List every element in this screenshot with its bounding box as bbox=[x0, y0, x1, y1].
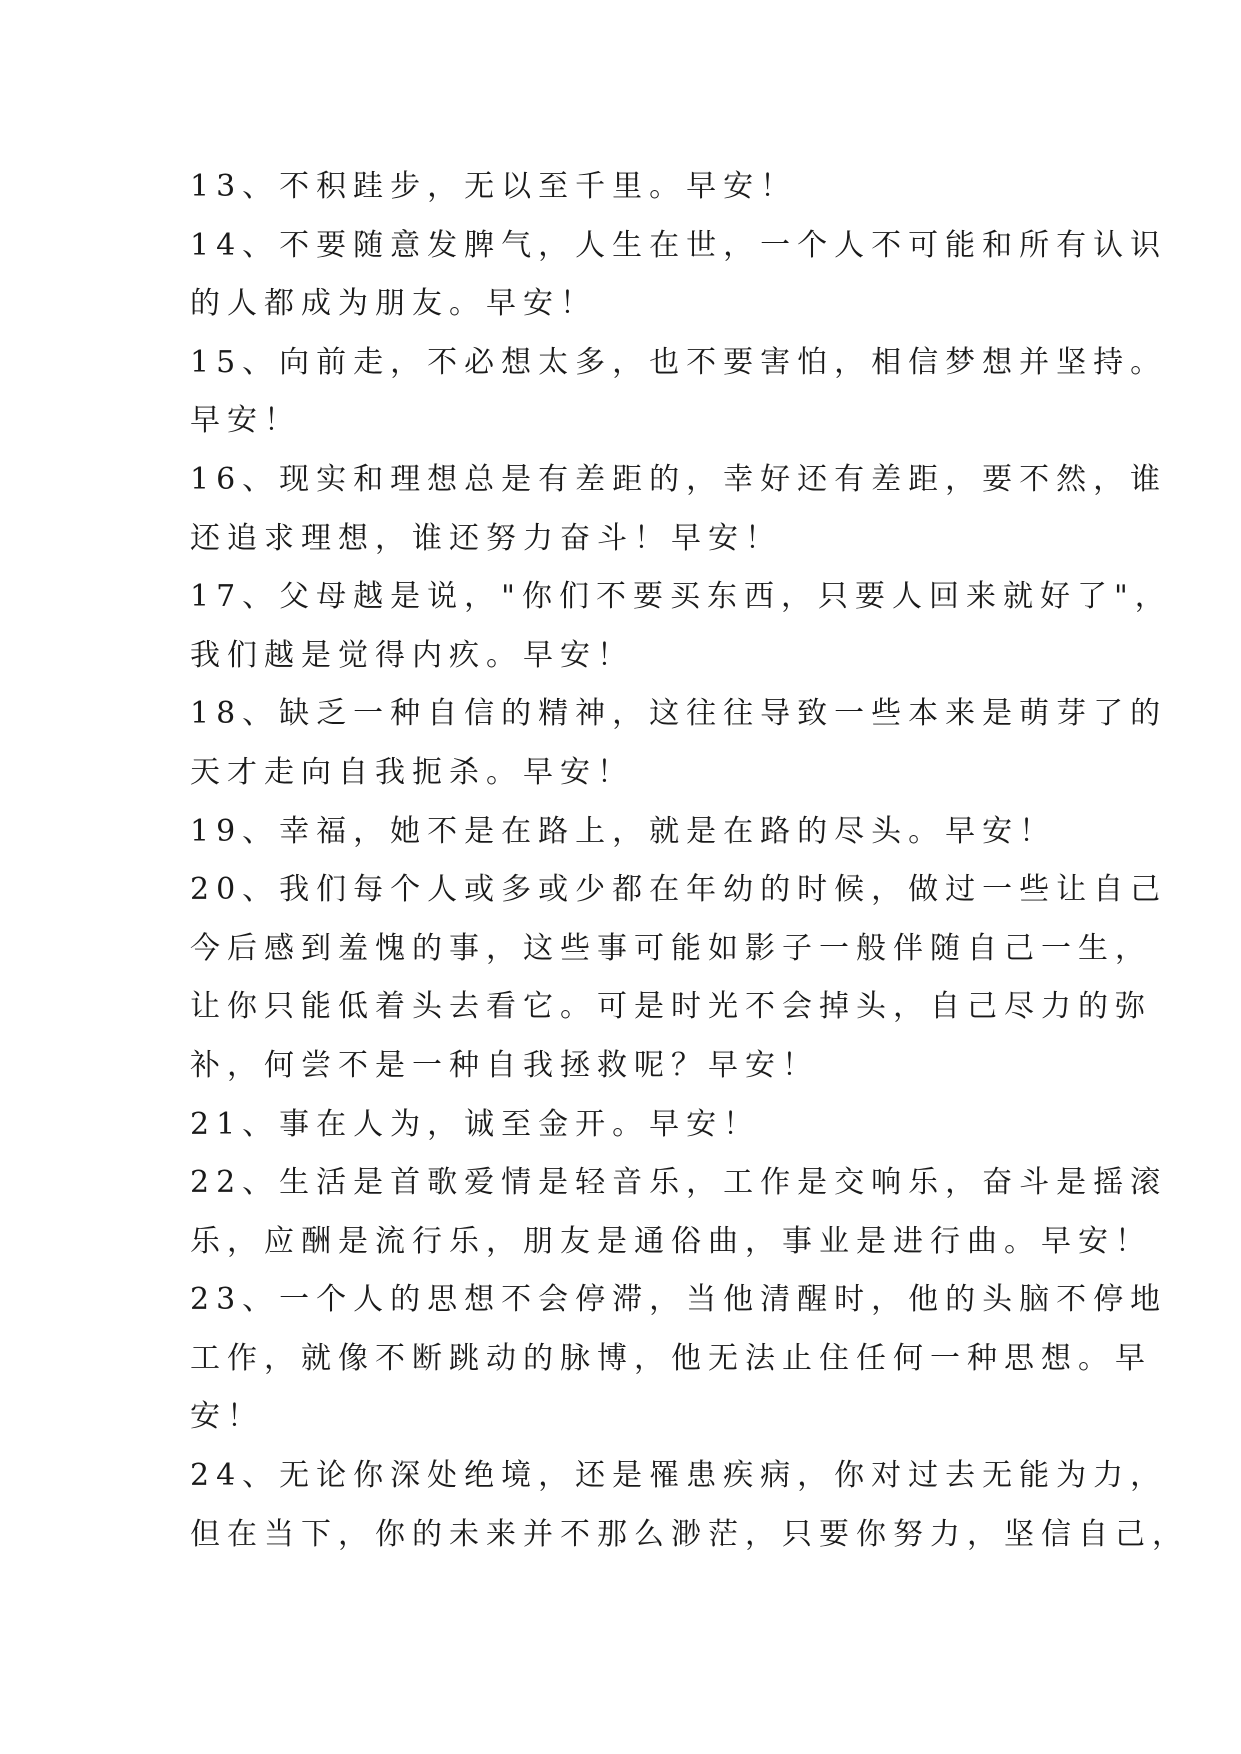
text-line: 24、无论你深处绝境，还是罹患疾病，你对过去无能为力， bbox=[190, 1458, 1168, 1494]
text-line: 16、现实和理想总是有差距的，幸好还有差距，要不然，谁 bbox=[190, 461, 1168, 497]
text-line: 21、事在人为，诚至金开。早安！ bbox=[190, 1106, 761, 1142]
text-line: 早安！ bbox=[190, 403, 301, 439]
text-line: 工作，就像不断跳动的脉博，他无法止住任何一种思想。早 bbox=[190, 1340, 1152, 1376]
text-line: 13、不积跬步，无以至千里。早安！ bbox=[190, 169, 798, 204]
text-line: 但在当下，你的未来并不那么渺茫，只要你努力，坚信自己， bbox=[190, 1516, 1189, 1552]
text-line: 天才走向自我扼杀。早安！ bbox=[190, 754, 634, 790]
text-line: 15、向前走，不必想太多，也不要害怕，相信梦想并坚持。 bbox=[190, 344, 1168, 380]
text-line: 的人都成为朋友。早安！ bbox=[190, 286, 597, 322]
text-line: 20、我们每个人或多或少都在年幼的时候，做过一些让自己 bbox=[190, 872, 1168, 908]
text-line: 还追求理想，谁还努力奋斗！早安！ bbox=[190, 520, 782, 556]
text-line: 乐，应酬是流行乐，朋友是通俗曲，事业是进行曲。早安！ bbox=[190, 1223, 1152, 1259]
text-line: 补，何尝不是一种自我拯救呢？早安！ bbox=[190, 1047, 819, 1083]
text-line: 19、幸福，她不是在路上，就是在路的尽头。早安！ bbox=[190, 813, 1057, 849]
text-line: 18、缺乏一种自信的精神，这往往导致一些本来是萌芽了的 bbox=[190, 696, 1168, 732]
text-line: 让你只能低着头去看它。可是时光不会掉头，自己尽力的弥 bbox=[190, 989, 1152, 1025]
text-line: 安！ bbox=[190, 1399, 264, 1435]
text-line: 23、一个人的思想不会停滞，当他清醒时，他的头脑不停地 bbox=[190, 1282, 1168, 1318]
document-body bbox=[190, 158, 1189, 1564]
text-line: 14、不要随意发脾气，人生在世，一个人不可能和所有认识 bbox=[190, 227, 1168, 263]
text-line: 17、父母越是说，"你们不要买东西，只要人回来就好了"， bbox=[190, 579, 1172, 615]
text-line: 我们越是觉得内疚。早安！ bbox=[190, 637, 634, 673]
text-line: 22、生活是首歌爱情是轻音乐，工作是交响乐，奋斗是摇滚 bbox=[190, 1165, 1168, 1201]
text-line: 今后感到羞愧的事，这些事可能如影子一般伴随自己一生， bbox=[190, 930, 1152, 966]
